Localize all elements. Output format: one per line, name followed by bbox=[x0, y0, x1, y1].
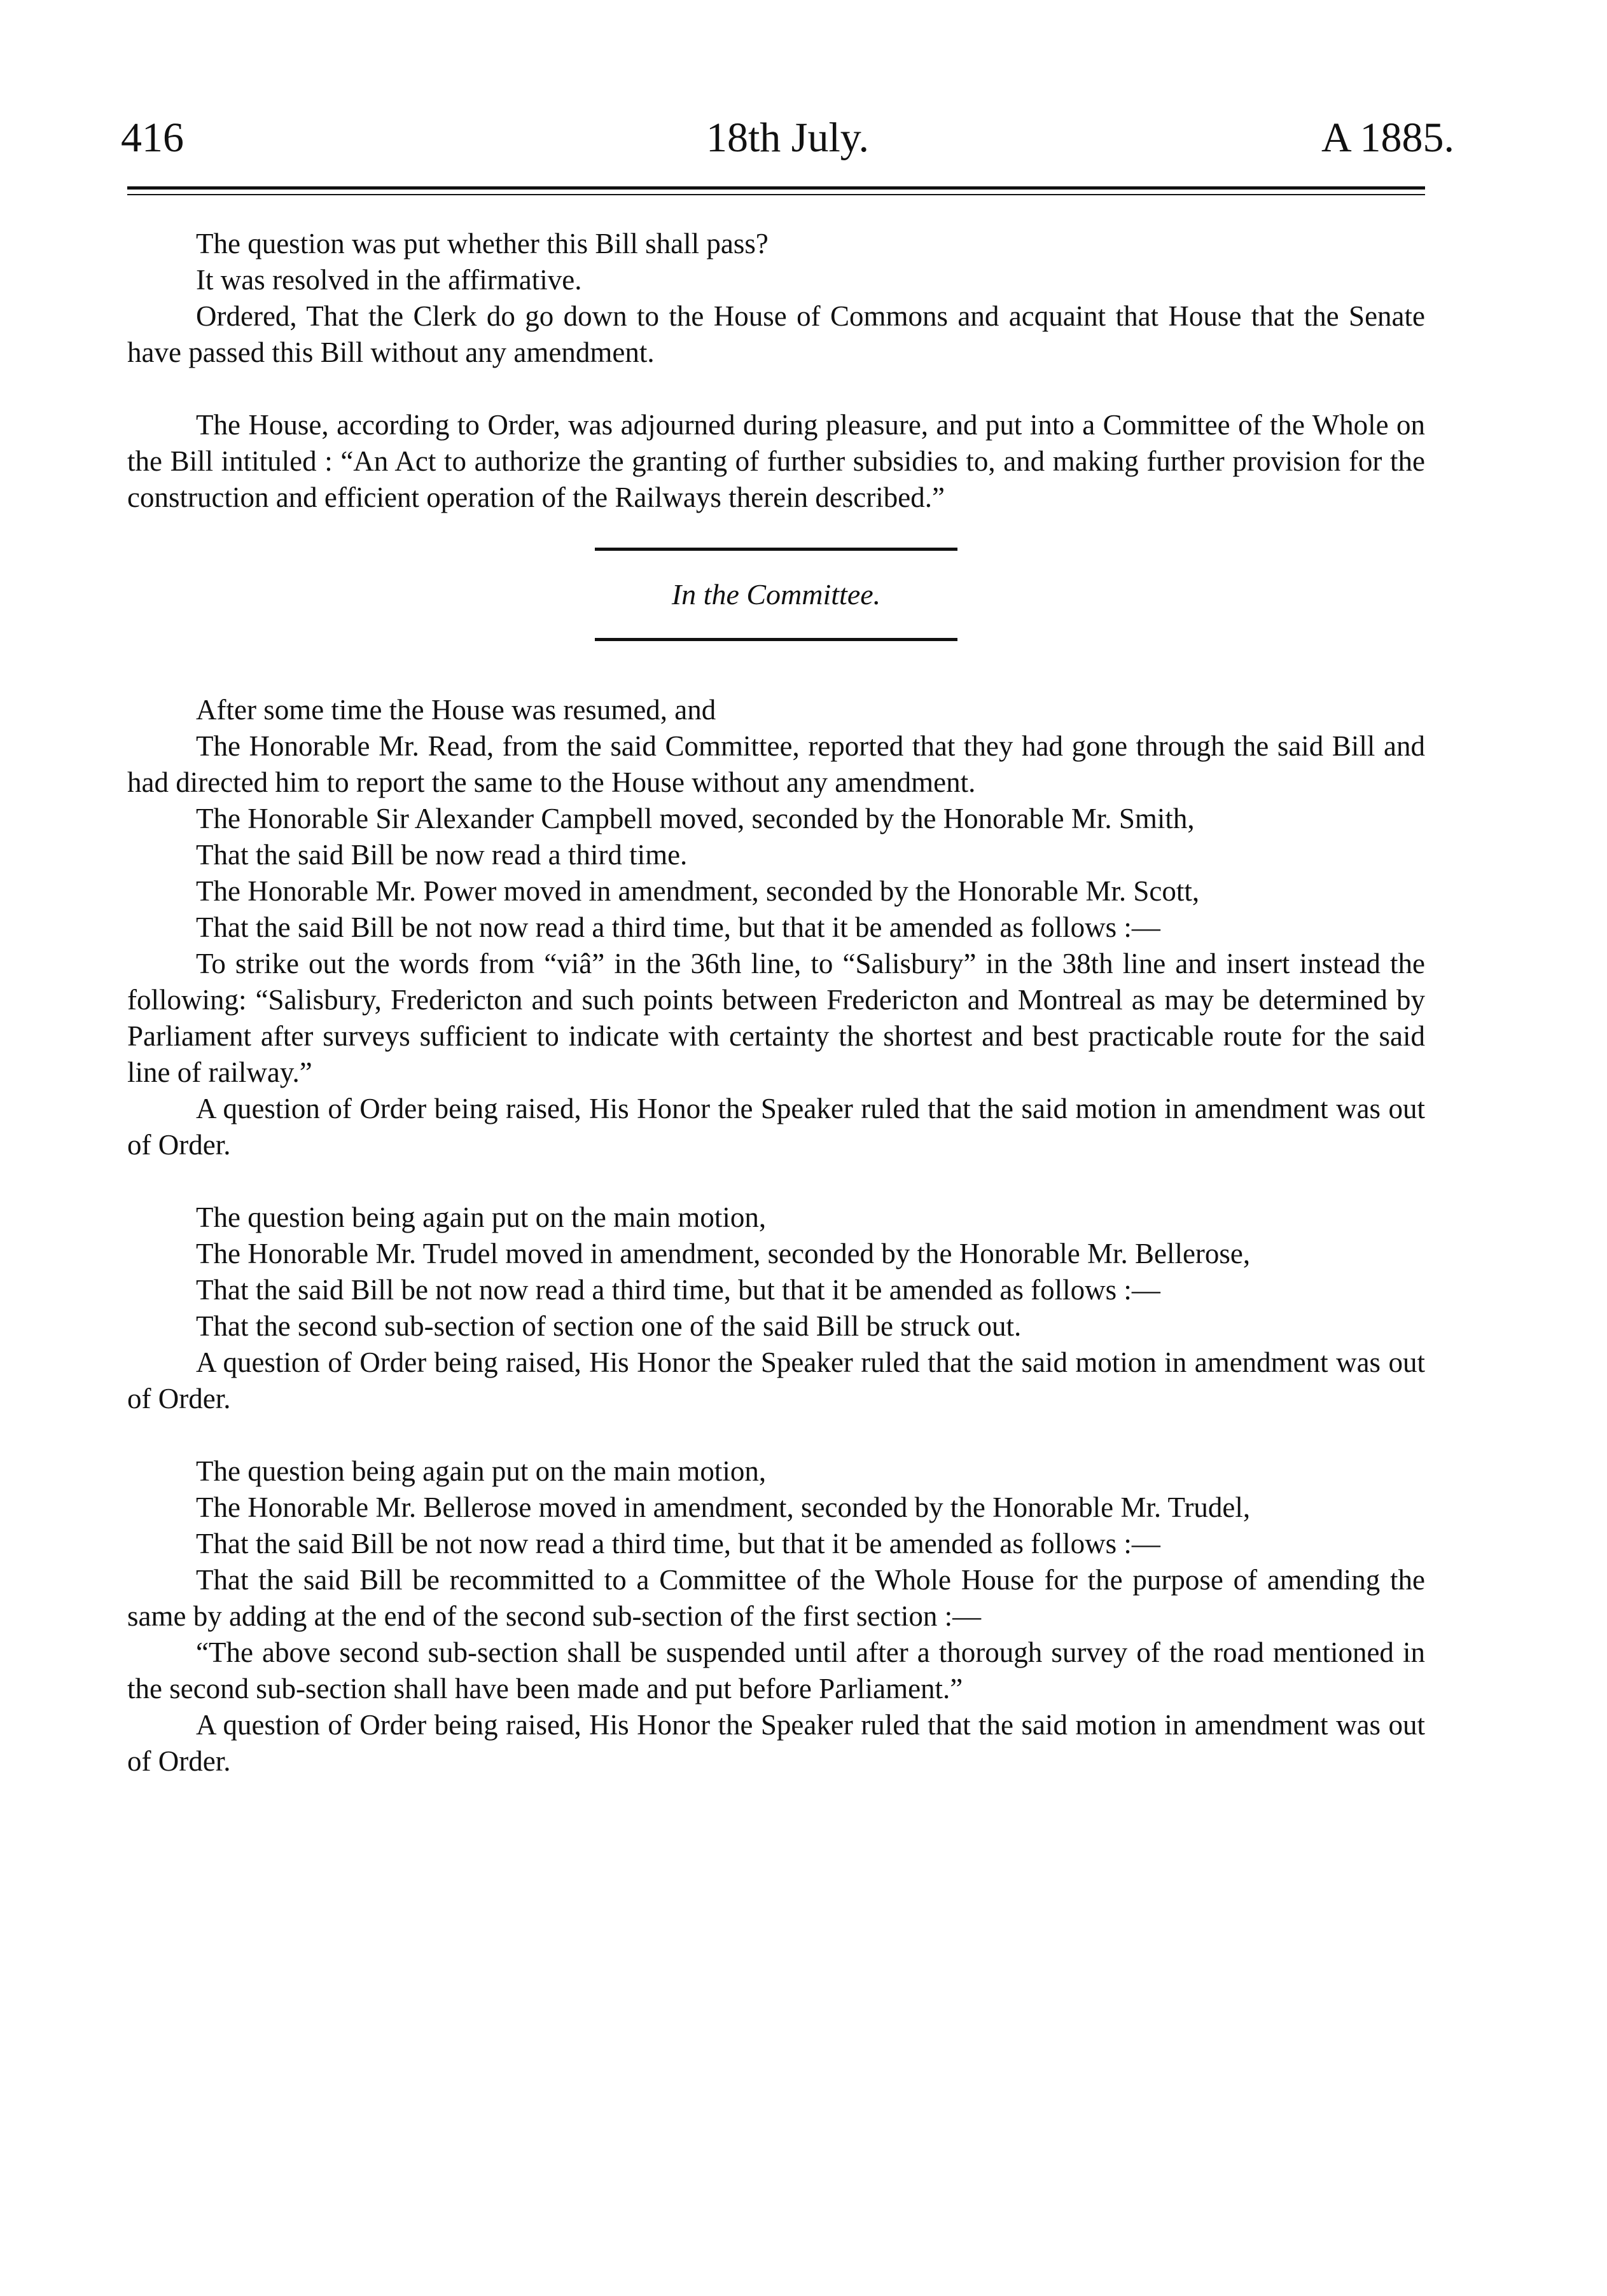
paragraph: That the said Bill be not now read a third time, but that it be amended as follows :— bbox=[196, 1528, 1160, 1559]
paragraph: That the said Bill be now read a third time. bbox=[196, 839, 688, 871]
paragraph: That the second sub-section of section one of the said Bill be struck out. bbox=[196, 1310, 1022, 1342]
header-date: 18th July. bbox=[706, 114, 870, 161]
paragraph: That the said Bill be not now read a third time, but that it be amended as follows :— bbox=[196, 1274, 1160, 1306]
paragraph: The Honorable Mr. Trudel moved in amendment, seconded by the Honorable Mr. Bellerose, bbox=[196, 1238, 1251, 1269]
paragraph: A question of Order being raised, His Honor the Speaker ruled that the said motion in amendment was out of Order. bbox=[127, 1093, 1425, 1161]
page-number: 416 bbox=[121, 114, 184, 161]
page-body bbox=[127, 226, 1425, 1780]
paragraph: It was resolved in the affirmative. bbox=[196, 264, 582, 296]
paragraph: The question being again put on the main motion, bbox=[196, 1455, 767, 1487]
paragraph: That the said Bill be recommitted to a Committee of the Whole House for the purpose of amending the same by adding at the end of the second sub-section of the first section :— bbox=[127, 1564, 1425, 1632]
paragraph: The Honorable Mr. Bellerose moved in amendment, seconded by the Honorable Mr. Trudel, bbox=[196, 1491, 1251, 1523]
committee-rule-top bbox=[595, 548, 957, 551]
paragraph: “The above second sub-section shall be suspended until after a thorough survey of the road mentioned in the second sub-section shall have been made and put before Parliament.” bbox=[127, 1636, 1425, 1705]
header-rule bbox=[127, 186, 1425, 195]
paragraph: The Honorable Sir Alexander Campbell moved, seconded by the Honorable Mr. Smith, bbox=[196, 803, 1195, 834]
header-year: A 1885. bbox=[1321, 114, 1454, 161]
paragraph: To strike out the words from “viâ” in the 36th line, to “Salisbury” in the 38th line and insert instead the following: “Salisbury, Fredericton and such points between Fredericton and Montreal as may be determined by Parliament after surveys sufficient to indicate with certainty the shortest and best practicable route for the said line of railway.” bbox=[127, 948, 1425, 1088]
page-header bbox=[121, 109, 1454, 167]
paragraph: A question of Order being raised, His Honor the Speaker ruled that the said motion in amendment was out of Order. bbox=[127, 1346, 1425, 1414]
paragraph: The Honorable Mr. Read, from the said Committee, reported that they had gone through the said Bill and had directed him to report the same to the House without any amendment. bbox=[127, 730, 1425, 798]
paragraph: The question was put whether this Bill shall pass? bbox=[196, 228, 769, 259]
paragraph: Ordered, That the Clerk do go down to the House of Commons and acquaint that House that the Senate have passed this Bill without any amendment. bbox=[127, 300, 1425, 368]
paragraph: After some time the House was resumed, and bbox=[196, 694, 716, 726]
paragraph: The House, according to Order, was adjourned during pleasure, and put into a Committee of the Whole on the Bill intituled : “An Act to authorize the granting of further subsidies to, and making further provision for the construction and efficient operation of the Railways therein described.” bbox=[127, 409, 1425, 513]
paragraph: That the said Bill be not now read a third time, but that it be amended as follows :— bbox=[196, 911, 1160, 943]
paragraph: A question of Order being raised, His Honor the Speaker ruled that the said motion in amendment was out of Order. bbox=[127, 1709, 1425, 1777]
spacer bbox=[127, 641, 1425, 692]
paragraph: The Honorable Mr. Power moved in amendment, seconded by the Honorable Mr. Scott, bbox=[196, 875, 1200, 907]
paragraph: The question being again put on the main motion, bbox=[196, 1201, 767, 1233]
committee-heading: In the Committee. bbox=[671, 578, 881, 611]
committee-section-heading bbox=[127, 548, 1425, 641]
